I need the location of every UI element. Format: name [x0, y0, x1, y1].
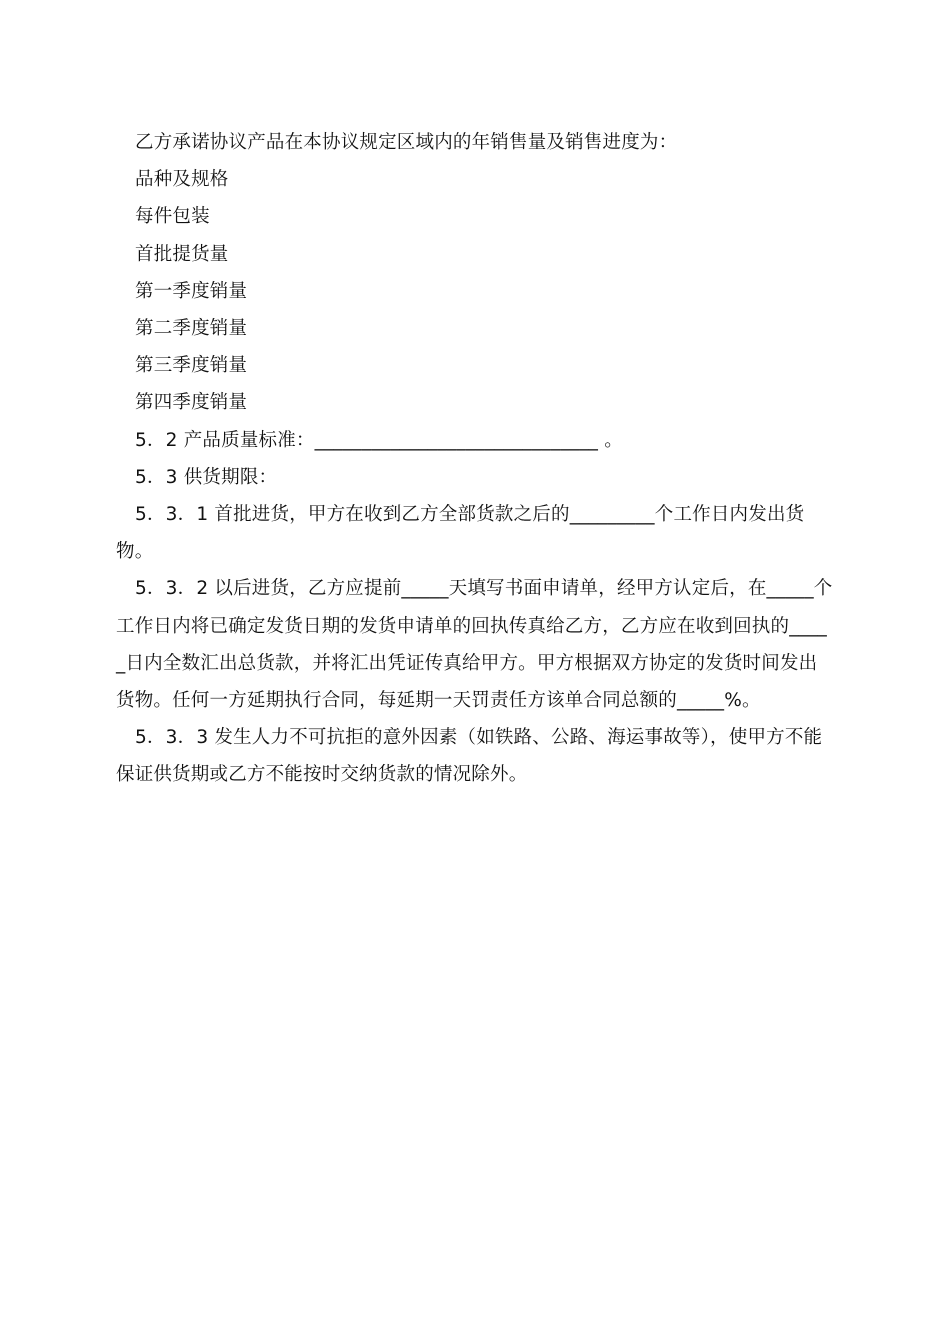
item-variety-spec: 品种及规格	[135, 169, 229, 191]
clause-5-3-1: 5．3．1 首批进货，甲方在收到乙方全部货款之后的_________个工作日内发出货物。	[116, 504, 805, 563]
item-q1-sales: 第一季度销量	[135, 280, 248, 302]
item-packaging: 每件包装	[135, 206, 210, 228]
document-body	[116, 124, 836, 794]
item-q2-sales: 第二季度销量	[135, 318, 248, 340]
clause-5-3-2: 5．3．2 以后进货，乙方应提前_____天填写书面申请单，经甲方认定后，在_____个工作日内将已确定发货日期的发货申请单的回执传真给乙方，乙方应在收到回执的_____日内全数汇出总货款，并将汇出凭证传真给甲方。甲方根据双方协定的发货时间发出货物。任何一方延期执行合同，每延期一天罚责任方该单合同总额的_____%。	[116, 578, 833, 712]
clause-5-3-3: 5．3．3 发生人力不可抗拒的意外因素（如铁路、公路、海运事故等），使甲方不能保证供货期或乙方不能按时交纳货款的情况除外。	[116, 727, 823, 786]
clause-5-3-supply-period: 5．3 供货期限：	[135, 466, 278, 488]
item-q4-sales: 第四季度销量	[135, 392, 248, 414]
paragraph-sales-commitment: 乙方承诺协议产品在本协议规定区域内的年销售量及销售进度为：	[135, 132, 678, 153]
item-q3-sales: 第三季度销量	[135, 355, 248, 377]
item-first-batch: 首批提货量	[135, 243, 229, 265]
clause-5-2-quality: 5．2 产品质量标准：______________________________ 。	[135, 429, 623, 451]
